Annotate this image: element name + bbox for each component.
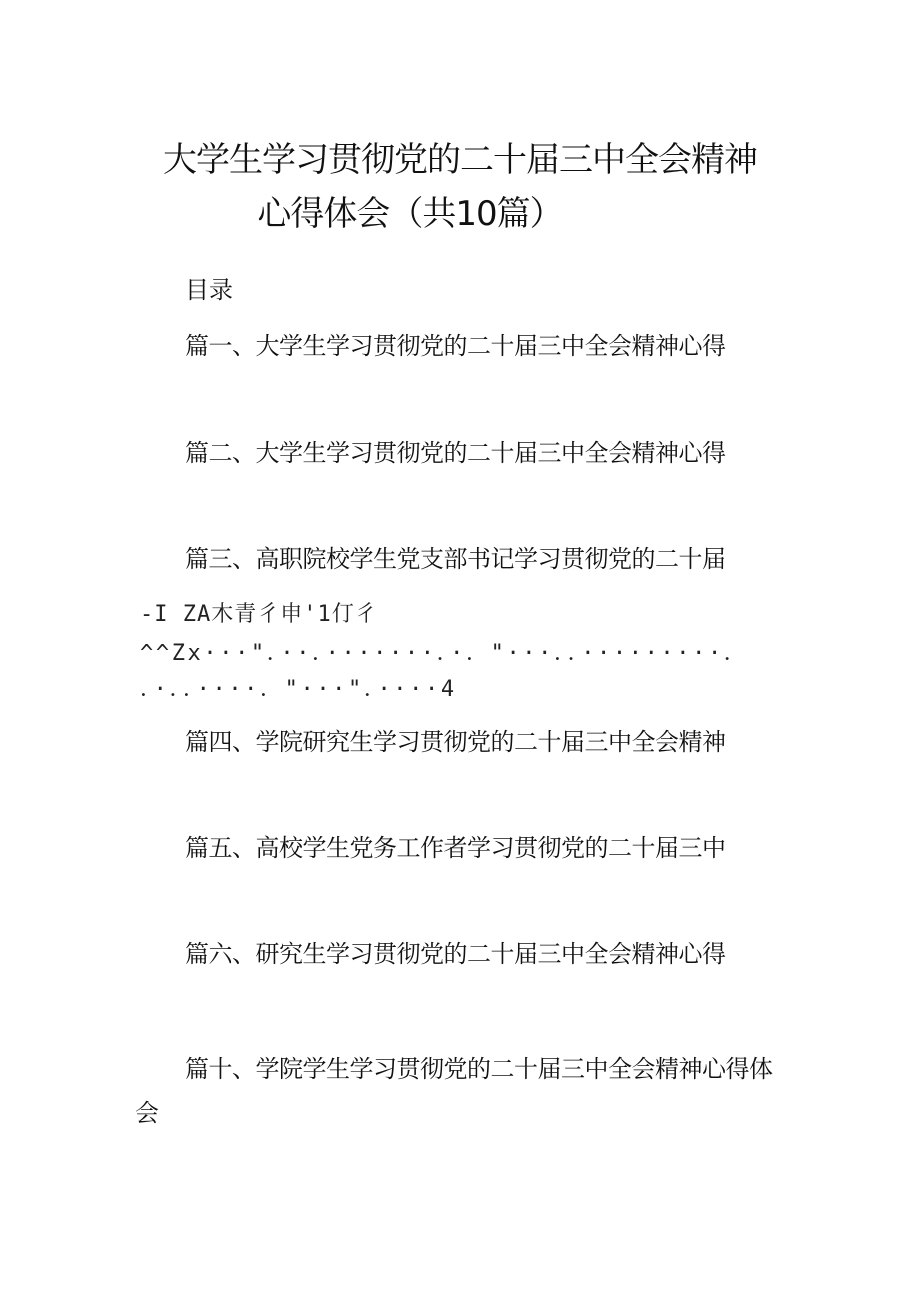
toc-item-7-wrap: 会 [135,1099,159,1127]
toc-item-5: 篇五、高校学生党务工作者学习贯彻党的二十届三中 [185,834,726,862]
garbled-text-line-2: ^^Zx···"．··．·······．·．"···．．·········． [140,641,749,666]
toc-heading: 目录 [185,276,233,304]
toc-item-7: 篇十、学院学生学习贯彻党的二十届三中全会精神心得体 [185,1055,773,1083]
garbled-text-line-1: -I ZA木青彳申'1仃彳 [140,602,378,627]
toc-item-2: 篇二、大学生学习贯彻党的二十届三中全会精神心得 [185,439,726,467]
toc-item-4: 篇四、学院研究生学习贯彻党的二十届三中全会精神 [185,728,726,756]
toc-item-6: 篇六、研究生学习贯彻党的二十届三中全会精神心得 [185,940,726,968]
garbled-text-line-3: ．·．．····．"···"．····4 [140,677,457,702]
document-title-line-1: 大学生学习贯彻党的二十届三中全会精神 [163,140,757,180]
document-title-line-2: 心得体会（共10篇） [257,194,563,234]
toc-item-3: 篇三、高职院校学生党支部书记学习贯彻党的二十届 [185,545,726,573]
toc-item-1: 篇一、大学生学习贯彻党的二十届三中全会精神心得 [185,332,726,360]
